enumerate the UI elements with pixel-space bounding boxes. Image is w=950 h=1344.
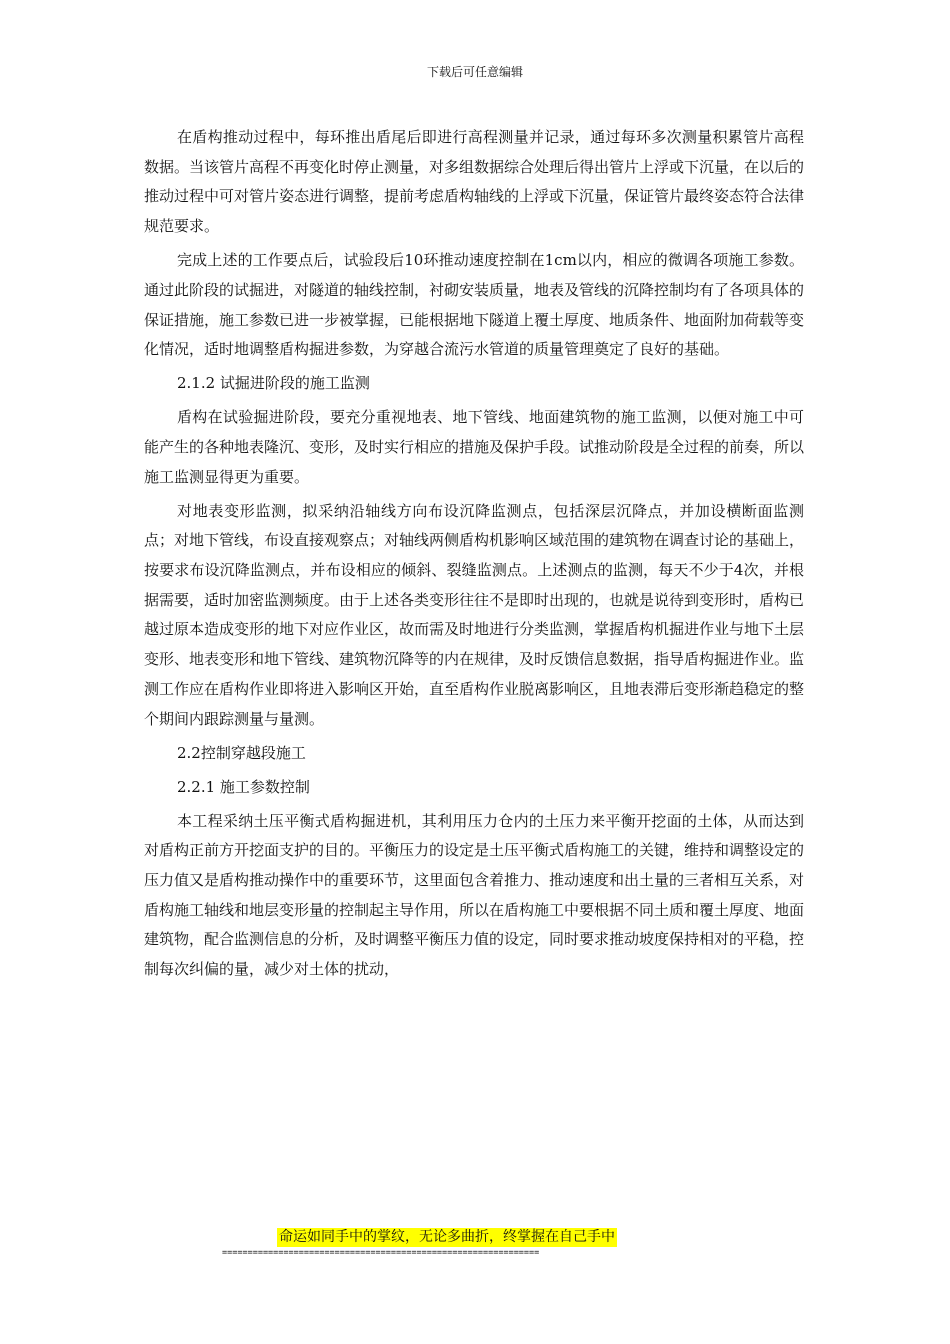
section-heading-2-2: 2.2控制穿越段施工 [177,743,306,762]
page-header: 下载后可任意编辑 [426,65,523,79]
paragraph-deformation-monitoring: 对地表变形监测，拟采纳沿轴线方向布设沉降监测点，包括深层沉降点，并加设横断面监测点；对地下管线，布设直接观察点；对轴线两侧盾构机影响区域范围的建筑物在调查讨论的基础上，按要求布设沉降监测点，并布设相应的倾斜、裂缝监测点。上述测点的监测，每天不少于4次，并根据需要，适时加密监测频度。由于上述各类变形往往不是即时出现的，也就是说待到变形时，盾构已越过原本造成变形的地下对应作业区，故而需及时地进行分类监测，掌握盾构机掘进作业与地下土层变形、地表变形和地下管线、建筑物沉降等的内在规律，及时反馈信息数据，指导盾构掘进作业。监测工作应在盾构作业即将进入影响区开始，直至盾构作业脱离影响区，且地表滞后变形渐趋稳定的整个期间内跟踪测量与量测。 [144,501,805,728]
paragraph-construction-parameters: 本工程采纳土压平衡式盾构掘进机，其利用压力仓内的土压力来平衡开挖面的土体，从而达到对盾构正前方开挖面支护的目的。平衡压力的设定是土压平衡式盾构施工的关键，维持和调整设定的压力值又是盾构推动操作中的重要环节，这里面包含着推力、推动速度和出土量的三者相互关系，对盾构施工轴线和地层变形量的控制起主导作用，所以在盾构施工中要根据不同土质和覆土厚度、地面建筑物，配合监测信息的分析，及时调整平衡压力值的设定，同时要求推动坡度保持相对的平稳，控制每次纠偏的量，减少对土体的扰动， [144,811,805,979]
footer-motto-highlight: 命运如同手中的掌纹，无论多曲折，终掌握在自己手中 [279,1229,615,1245]
paragraph-trial-section-summary: 完成上述的工作要点后，试验段后10环推动速度控制在1cm以内，相应的微调各项施工参数。通过此阶段的试掘进，对隧道的轴线控制，衬砌安装质量，地表及管线的沉降控制均有了各项具体的保证措施，施工参数已进一步被掌握，已能根据地下隧道上覆土厚度、地质条件、地面附加荷载等变化情况，适时地调整盾构掘进参数，为穿越合流污水管道的质量管理奠定了良好的基础。 [144,251,805,359]
paragraph-trial-monitoring: 盾构在试验掘进阶段，要充分重视地表、地下管线、地面建筑物的施工监测，以便对施工中可能产生的各种地表隆沉、变形，及时实行相应的措施及保护手段。试推动阶段是全过程的前奏，所以施工监测显得更为重要。 [144,408,805,486]
footer-divider-line: ============================================================== [222,1248,540,1258]
section-heading-2-2-1: 2.2.1 施工参数控制 [177,777,310,796]
document-body [144,123,804,989]
paragraph-elevation-measurement: 在盾构推动过程中，每环推出盾尾后即进行高程测量并记录，通过每环多次测量积累管片高程数据。当该管片高程不再变化时停止测量，对多组数据综合处理后得出管片上浮或下沉量，在以后的推动过程中可对管片姿态进行调整，提前考虑盾构轴线的上浮或下沉量，保证管片最终姿态符合法律规范要求。 [144,128,805,236]
section-heading-2-1-2: 2.1.2 试掘进阶段的施工监测 [177,374,370,393]
